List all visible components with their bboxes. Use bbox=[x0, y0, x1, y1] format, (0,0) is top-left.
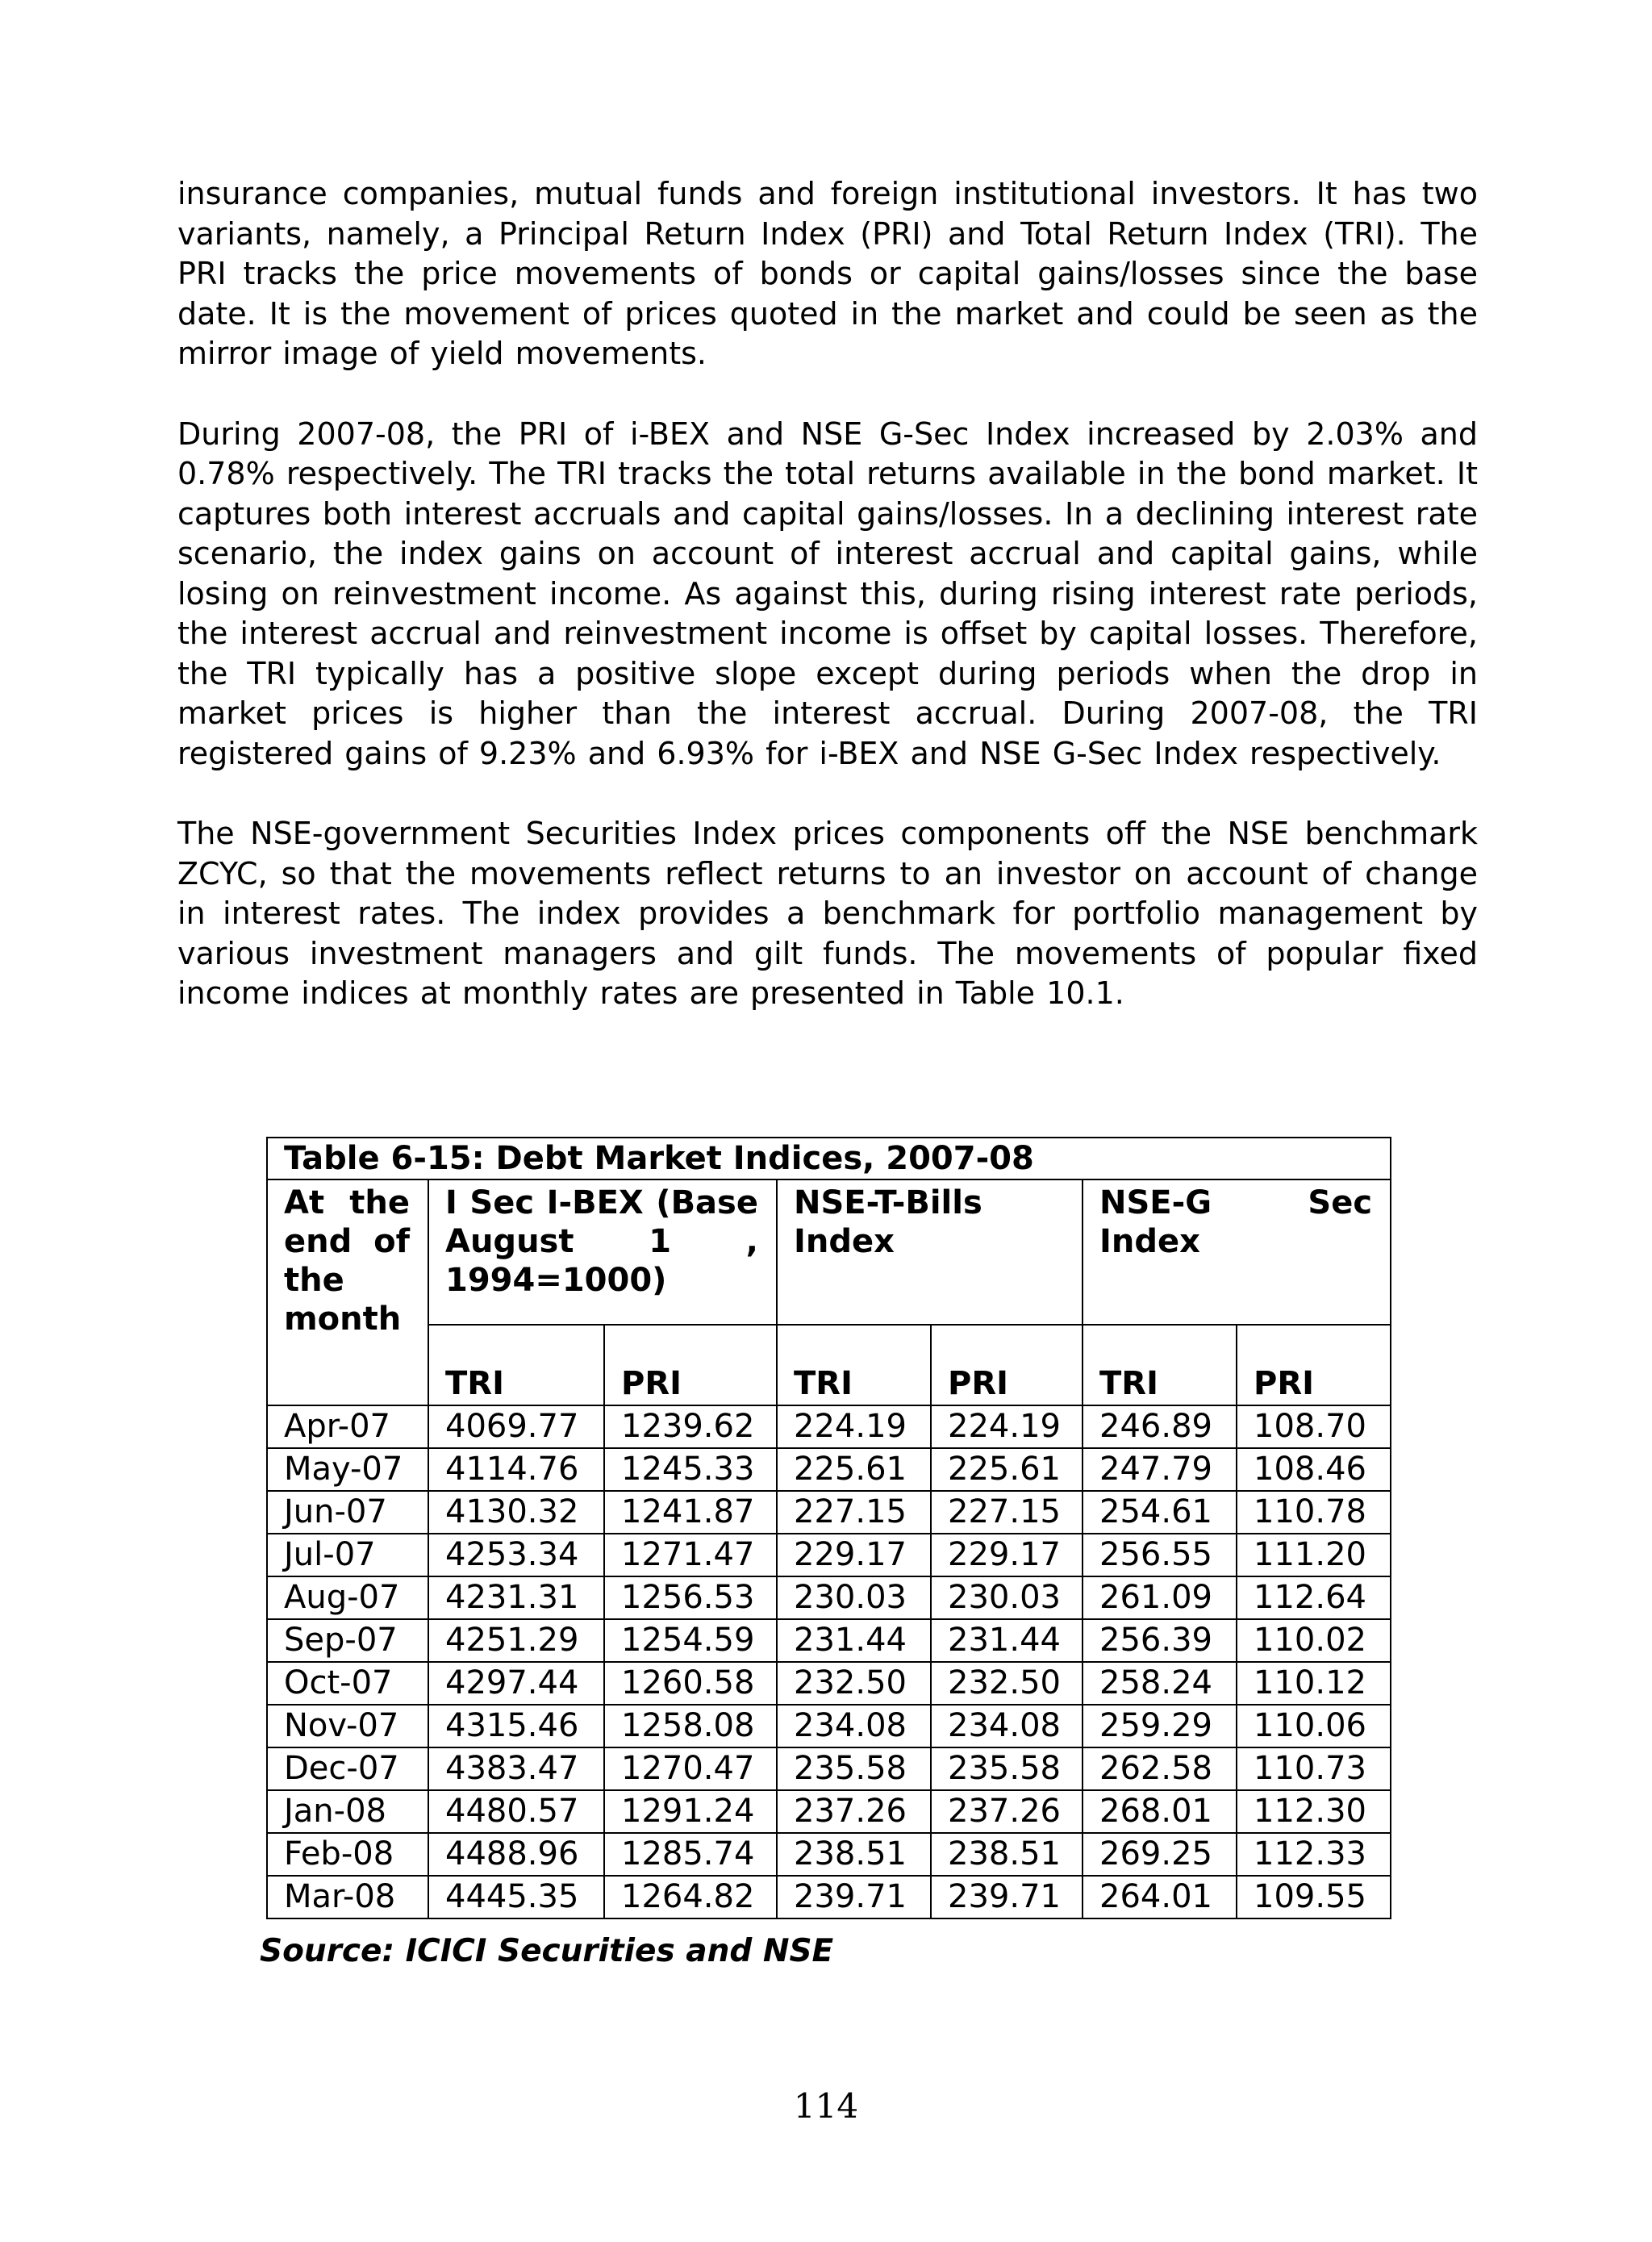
ibex-tri-cell: 4114.76 bbox=[428, 1448, 604, 1491]
ibex-pri-cell: 1254.59 bbox=[604, 1619, 777, 1662]
gsec-tri-cell: 262.58 bbox=[1083, 1747, 1237, 1790]
gsec-pri-cell: 110.02 bbox=[1237, 1619, 1391, 1662]
gsec-pri-cell: 108.46 bbox=[1237, 1448, 1391, 1491]
ibex-pri-cell: 1260.58 bbox=[604, 1662, 777, 1705]
month-cell: May-07 bbox=[267, 1448, 428, 1491]
subheader-ibex-pri: PRI bbox=[604, 1325, 777, 1405]
table-row bbox=[267, 1705, 1391, 1747]
table-source-note: Source: ICICI Securities and NSE bbox=[260, 1933, 834, 1969]
table-row bbox=[267, 1619, 1391, 1662]
gsec-pri-cell: 109.55 bbox=[1237, 1876, 1391, 1918]
month-cell: Oct-07 bbox=[267, 1662, 428, 1705]
ibex-tri-cell: 4231.31 bbox=[428, 1576, 604, 1619]
nse-gsec-header: NSE-G Sec Index bbox=[1083, 1179, 1391, 1325]
ibex-tri-cell: 4130.32 bbox=[428, 1491, 604, 1534]
gsec-pri-cell: 112.64 bbox=[1237, 1576, 1391, 1619]
tbills-pri-cell: 232.50 bbox=[931, 1662, 1083, 1705]
tbills-tri-cell: 239.71 bbox=[777, 1876, 931, 1918]
tbills-tri-cell: 229.17 bbox=[777, 1534, 931, 1576]
subheader-ibex-tri: TRI bbox=[428, 1325, 604, 1405]
ibex-pri-cell: 1239.62 bbox=[604, 1405, 777, 1448]
tbills-pri-cell: 239.71 bbox=[931, 1876, 1083, 1918]
gsec-pri-cell: 108.70 bbox=[1237, 1405, 1391, 1448]
gsec-tri-cell: 269.25 bbox=[1083, 1833, 1237, 1876]
tbills-tri-cell: 230.03 bbox=[777, 1576, 931, 1619]
table-row bbox=[267, 1833, 1391, 1876]
tbills-tri-cell: 225.61 bbox=[777, 1448, 931, 1491]
tbills-tri-cell: 235.58 bbox=[777, 1747, 931, 1790]
gsec-tri-cell: 247.79 bbox=[1083, 1448, 1237, 1491]
table-row bbox=[267, 1491, 1391, 1534]
debt-market-indices-table bbox=[266, 1137, 1391, 1919]
ibex-pri-cell: 1256.53 bbox=[604, 1576, 777, 1619]
tbills-pri-cell: 235.58 bbox=[931, 1747, 1083, 1790]
month-cell: Mar-08 bbox=[267, 1876, 428, 1918]
table-title: Table 6-15: Debt Market Indices, 2007-08 bbox=[267, 1138, 1391, 1179]
month-cell: Nov-07 bbox=[267, 1705, 428, 1747]
subheader-tbills-tri: TRI bbox=[777, 1325, 931, 1405]
table-row bbox=[267, 1448, 1391, 1491]
gsec-pri-cell: 110.78 bbox=[1237, 1491, 1391, 1534]
table-row bbox=[267, 1876, 1391, 1918]
ibex-tri-cell: 4480.57 bbox=[428, 1790, 604, 1833]
gsec-tri-cell: 259.29 bbox=[1083, 1705, 1237, 1747]
page-number: 114 bbox=[793, 2086, 859, 2126]
tbills-tri-cell: 227.15 bbox=[777, 1491, 931, 1534]
ibex-pri-cell: 1241.87 bbox=[604, 1491, 777, 1534]
ibex-pri-cell: 1270.47 bbox=[604, 1747, 777, 1790]
ibex-tri-cell: 4251.29 bbox=[428, 1619, 604, 1662]
ibex-pri-cell: 1258.08 bbox=[604, 1705, 777, 1747]
month-cell: Apr-07 bbox=[267, 1405, 428, 1448]
gsec-tri-cell: 268.01 bbox=[1083, 1790, 1237, 1833]
ibex-pri-cell: 1271.47 bbox=[604, 1534, 777, 1576]
month-cell: Jan-08 bbox=[267, 1790, 428, 1833]
gsec-tri-cell: 264.01 bbox=[1083, 1876, 1237, 1918]
month-cell: Feb-08 bbox=[267, 1833, 428, 1876]
ibex-pri-cell: 1291.24 bbox=[604, 1790, 777, 1833]
nse-tbills-header: NSE-T-Bills Index bbox=[777, 1179, 1083, 1325]
paragraph-3: The NSE-government Securities Index prices components off the NSE benchmark ZCYC, so that the movements reflect returns to an investor on account of change in interest rates. The index provides a benchmark for portfolio management by various investment managers and gilt funds. The movements of popular fixed income indices at monthly rates are presented in Table 10.1. bbox=[177, 816, 1478, 1011]
tbills-pri-cell: 238.51 bbox=[931, 1833, 1083, 1876]
subheader-tbills-pri: PRI bbox=[931, 1325, 1083, 1405]
ibex-pri-cell: 1245.33 bbox=[604, 1448, 777, 1491]
gsec-pri-cell: 110.06 bbox=[1237, 1705, 1391, 1747]
tbills-tri-cell: 232.50 bbox=[777, 1662, 931, 1705]
subheader-gsec-pri: PRI bbox=[1237, 1325, 1391, 1405]
ibex-tri-cell: 4297.44 bbox=[428, 1662, 604, 1705]
ibex-pri-cell: 1285.74 bbox=[604, 1833, 777, 1876]
gsec-pri-cell: 110.12 bbox=[1237, 1662, 1391, 1705]
ibex-tri-cell: 4069.77 bbox=[428, 1405, 604, 1448]
ibex-tri-cell: 4315.46 bbox=[428, 1705, 604, 1747]
ibex-tri-cell: 4488.96 bbox=[428, 1833, 604, 1876]
tbills-tri-cell: 224.19 bbox=[777, 1405, 931, 1448]
ibex-tri-cell: 4253.34 bbox=[428, 1534, 604, 1576]
gsec-tri-cell: 256.55 bbox=[1083, 1534, 1237, 1576]
month-cell: Aug-07 bbox=[267, 1576, 428, 1619]
gsec-pri-cell: 111.20 bbox=[1237, 1534, 1391, 1576]
tbills-pri-cell: 227.15 bbox=[931, 1491, 1083, 1534]
tbills-pri-cell: 225.61 bbox=[931, 1448, 1083, 1491]
gsec-tri-cell: 261.09 bbox=[1083, 1576, 1237, 1619]
table-row bbox=[267, 1405, 1391, 1448]
tbills-pri-cell: 224.19 bbox=[931, 1405, 1083, 1448]
gsec-tri-cell: 258.24 bbox=[1083, 1662, 1237, 1705]
tbills-pri-cell: 231.44 bbox=[931, 1619, 1083, 1662]
table-row bbox=[267, 1534, 1391, 1576]
ibex-tri-cell: 4445.35 bbox=[428, 1876, 604, 1918]
subheader-gsec-tri: TRI bbox=[1083, 1325, 1237, 1405]
tbills-tri-cell: 237.26 bbox=[777, 1790, 931, 1833]
gsec-tri-cell: 256.39 bbox=[1083, 1619, 1237, 1662]
tbills-pri-cell: 229.17 bbox=[931, 1534, 1083, 1576]
month-cell: Jun-07 bbox=[267, 1491, 428, 1534]
table-row bbox=[267, 1662, 1391, 1705]
tbills-pri-cell: 230.03 bbox=[931, 1576, 1083, 1619]
tbills-tri-cell: 234.08 bbox=[777, 1705, 931, 1747]
body-text bbox=[177, 174, 1478, 1054]
month-cell: Sep-07 bbox=[267, 1619, 428, 1662]
gsec-pri-cell: 110.73 bbox=[1237, 1747, 1391, 1790]
tbills-pri-cell: 237.26 bbox=[931, 1790, 1083, 1833]
gsec-pri-cell: 112.33 bbox=[1237, 1833, 1391, 1876]
ibex-tri-cell: 4383.47 bbox=[428, 1747, 604, 1790]
paragraph-1: insurance companies, mutual funds and foreign institutional investors. It has two variants, namely, a Principal Return Index (PRI) and Total Return Index (TRI). The PRI tracks the price movements of bonds or capital gains/losses since the base date. It is the movement of prices quoted in the market and could be seen as the mirror image of yield movements. bbox=[177, 176, 1478, 371]
paragraph-2: During 2007-08, the PRI of i-BEX and NSE G-Sec Index increased by 2.03% and 0.78% respectively. The TRI tracks the total returns available in the bond market. It captures both interest accruals and capital gains/losses. In a declining interest rate scenario, the index gains on account of interest accrual and capital gains, while losing on reinvestment income. As against this, during rising interest rate periods, the interest accrual and reinvestment income is offset by capital losses. Therefore, the TRI typically has a positive slope except during periods when the drop in market prices is higher than the interest accrual. During 2007-08, the TRI registered gains of 9.23% and 6.93% for i-BEX and NSE G-Sec Index respectively. bbox=[177, 415, 1478, 771]
tbills-pri-cell: 234.08 bbox=[931, 1705, 1083, 1747]
table-row bbox=[267, 1747, 1391, 1790]
table-row bbox=[267, 1576, 1391, 1619]
isec-ibex-header: I Sec I-BEX (Base August 1 , 1994=1000) bbox=[428, 1179, 777, 1325]
tbills-tri-cell: 231.44 bbox=[777, 1619, 931, 1662]
gsec-tri-cell: 246.89 bbox=[1083, 1405, 1237, 1448]
gsec-tri-cell: 254.61 bbox=[1083, 1491, 1237, 1534]
month-column-header: At the end of the month bbox=[267, 1179, 428, 1405]
month-cell: Jul-07 bbox=[267, 1534, 428, 1576]
month-cell: Dec-07 bbox=[267, 1747, 428, 1790]
tbills-tri-cell: 238.51 bbox=[777, 1833, 931, 1876]
ibex-pri-cell: 1264.82 bbox=[604, 1876, 777, 1918]
table-row bbox=[267, 1790, 1391, 1833]
gsec-pri-cell: 112.30 bbox=[1237, 1790, 1391, 1833]
